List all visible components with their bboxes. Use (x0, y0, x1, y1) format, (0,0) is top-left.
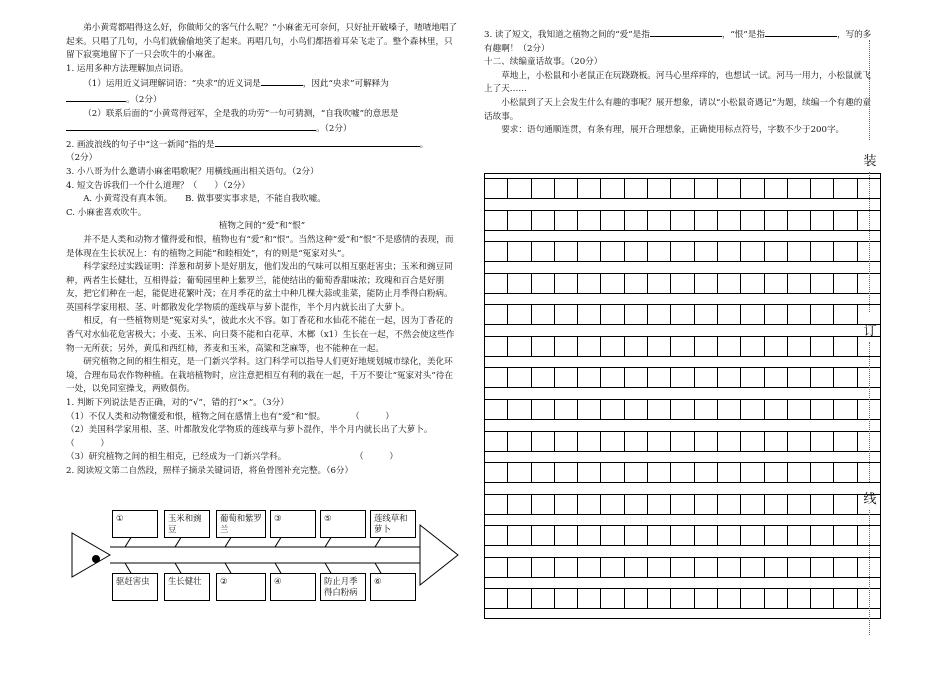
question-6: 2. 阅读短文第二自然段，照样子摘录关键词语，将鱼骨图补充完整。（6分） (66, 466, 354, 476)
grid-cell[interactable] (625, 368, 648, 387)
grid-cell[interactable] (508, 400, 531, 419)
fish-bottom-box-6[interactable]: ⑥ (370, 573, 416, 601)
grid-row (485, 525, 880, 546)
grid-cell[interactable] (741, 463, 764, 482)
grid-cell[interactable] (788, 305, 811, 324)
grid-cell[interactable] (578, 368, 601, 387)
grid-cell[interactable] (578, 558, 601, 577)
grid-cell[interactable] (671, 337, 694, 356)
grid-cell[interactable] (532, 495, 555, 514)
grid-cell[interactable] (625, 242, 648, 261)
grid-cell[interactable] (718, 337, 741, 356)
grid-cell[interactable] (695, 274, 718, 293)
grid-row (485, 241, 880, 262)
binding-line (862, 40, 878, 640)
grid-cell[interactable] (765, 179, 788, 198)
grid-cell[interactable] (532, 368, 555, 387)
grid-cell[interactable] (671, 305, 694, 324)
grid-cell[interactable] (765, 463, 788, 482)
grid-row (485, 178, 880, 199)
grid-cell[interactable] (648, 400, 671, 419)
grid-cell[interactable] (695, 432, 718, 451)
grid-cell[interactable] (718, 495, 741, 514)
fish-bottom-box-3[interactable]: ② (216, 573, 266, 601)
grid-cell[interactable] (718, 242, 741, 261)
grid-cell[interactable] (671, 179, 694, 198)
grid-cell[interactable] (718, 211, 741, 230)
grid-cell[interactable] (834, 242, 857, 261)
grid-cell[interactable] (718, 305, 741, 324)
grid-cell[interactable] (671, 432, 694, 451)
fish-bottom-box-1: 驱赶害虫 (112, 573, 158, 601)
grid-cell[interactable] (834, 463, 857, 482)
grid-cell[interactable] (648, 558, 671, 577)
grid-cell[interactable] (648, 463, 671, 482)
grid-cell[interactable] (741, 242, 764, 261)
binding-char-ding: 订 (863, 324, 877, 339)
grid-cell[interactable] (532, 211, 555, 230)
grid-cell[interactable] (485, 242, 508, 261)
grid-cell[interactable] (741, 337, 764, 356)
grid-cell[interactable] (671, 526, 694, 545)
grid-cell[interactable] (648, 242, 671, 261)
grid-cell[interactable] (834, 211, 857, 230)
grid-cell[interactable] (508, 495, 531, 514)
grid-cell[interactable] (601, 242, 624, 261)
right-column (484, 27, 879, 138)
grid-cell[interactable] (601, 337, 624, 356)
grid-cell[interactable] (532, 463, 555, 482)
grid-cell[interactable] (601, 495, 624, 514)
grid-cell[interactable] (532, 242, 555, 261)
grid-cell[interactable] (671, 368, 694, 387)
grid-cell[interactable] (788, 589, 811, 608)
grid-cell[interactable] (625, 495, 648, 514)
grid-row (485, 588, 880, 609)
grid-cell[interactable] (811, 274, 834, 293)
grid-cell[interactable] (625, 558, 648, 577)
fish-top-box-2: 玉米和豌豆 (164, 510, 210, 538)
grid-cell[interactable] (811, 558, 834, 577)
grid-cell[interactable] (555, 368, 578, 387)
grid-cell[interactable] (695, 368, 718, 387)
grid-cell[interactable] (555, 495, 578, 514)
grid-cell[interactable] (695, 305, 718, 324)
fish-bottom-box-2: 生长健壮 (164, 573, 210, 601)
story-ending-paragraph: 弟小黄莺都唱得这么好，你做师父的客气什么呢？”小麻雀无可奈何，只好扯开破嗓子，喳喳地唱了起来。只唱了几句，小鸟们就偷偷地笑了起来。再唱几句，小鸟们都捂着耳朵飞走了。整个森林里，只留下寂寞地留下了一只会吹牛的小麻雀。 (66, 23, 458, 61)
grid-cell[interactable] (765, 526, 788, 545)
grid-cell[interactable] (625, 526, 648, 545)
grid-cell[interactable] (578, 526, 601, 545)
grid-cell[interactable] (625, 274, 648, 293)
grid-cell[interactable] (485, 337, 508, 356)
grid-cell[interactable] (485, 558, 508, 577)
question-5-item-2: （2）美国科学家用根、茎、叶都散发化学物质的莲线草与萝卜混作，半个月内就长出了大萝卜。 （ ） (66, 425, 686, 449)
grid-cell[interactable] (508, 211, 531, 230)
passage-paragraph-4: 研究植物之间的相生相克，是一门新兴学科。这门科学可以指导人们更好地规划城市绿化，美化环境，合理布局农作物种植。在栽培植物时，应注意把相互有利的栽在一起，千万不要让“冤家对头”待在一处，以免同室操戈，两败俱伤。 (66, 357, 453, 395)
grid-cell[interactable] (532, 432, 555, 451)
grid-cell[interactable] (578, 432, 601, 451)
grid-cell[interactable] (788, 558, 811, 577)
grid-cell[interactable] (508, 589, 531, 608)
grid-cell[interactable] (485, 589, 508, 608)
grid-row (485, 494, 880, 515)
grid-cell[interactable] (695, 337, 718, 356)
grid-cell[interactable] (648, 337, 671, 356)
grid-cell[interactable] (625, 589, 648, 608)
grid-cell[interactable] (765, 558, 788, 577)
grid-cell[interactable] (788, 495, 811, 514)
answer-blank[interactable] (765, 27, 837, 37)
question-right-3: 3. 读了短文，我知道之植物之间的“爱”是指 ，“恨”是指 ，写的多有趣啊！（2分） (484, 27, 879, 56)
grid-cell[interactable] (555, 432, 578, 451)
grid-cell[interactable] (671, 242, 694, 261)
grid-cell[interactable] (648, 368, 671, 387)
question-4: 4. 短文告诉我们一个什么道理？（ ）（2分） (66, 180, 250, 191)
writing-grid[interactable] (484, 173, 881, 619)
grid-cell[interactable] (741, 211, 764, 230)
grid-row (485, 399, 880, 420)
question-4-options (66, 193, 458, 220)
fish-bottom-box-4[interactable]: ④ (270, 573, 316, 601)
grid-cell[interactable] (695, 179, 718, 198)
grid-cell[interactable] (508, 558, 531, 577)
question-5-item-1: （1）不仅人类和动物懂爱和恨，植物之间在感情上也有“爱”和“恨。 （ ） (66, 411, 395, 422)
grid-cell[interactable] (741, 368, 764, 387)
grid-cell[interactable] (601, 432, 624, 451)
grid-cell[interactable] (695, 495, 718, 514)
grid-cell[interactable] (532, 337, 555, 356)
answer-blank[interactable] (66, 121, 316, 131)
grid-cell[interactable] (834, 589, 857, 608)
grid-cell[interactable] (834, 179, 857, 198)
fish-top-box-5[interactable]: ⑤ (320, 510, 366, 538)
grid-cell[interactable] (578, 337, 601, 356)
passage-paragraph-3: 相反，有一些植物则是“冤家对头”，彼此水火不容。如丁香花和水仙花不能在一起，因为丁香花的香气对水仙花危害极大；小麦、玉米、向日葵不能和白花草、木榔（x1）生长在一起，不然会使这些作物一无所获；另外，黄瓜和西红柿，荞麦和玉米，高粱和芝麻等，也不能种在一起。 (66, 316, 455, 354)
grid-cell[interactable] (811, 526, 834, 545)
grid-cell[interactable] (485, 274, 508, 293)
grid-cell[interactable] (788, 432, 811, 451)
grid-cell[interactable] (555, 463, 578, 482)
answer-blank[interactable] (66, 92, 126, 102)
grid-cell[interactable] (834, 305, 857, 324)
grid-cell[interactable] (578, 400, 601, 419)
grid-cell[interactable] (811, 337, 834, 356)
binding-char-zhuang: 装 (863, 154, 877, 169)
grid-cell[interactable] (508, 305, 531, 324)
grid-cell[interactable] (741, 179, 764, 198)
grid-cell[interactable] (671, 589, 694, 608)
story-prompt-1: 草地上，小松鼠和小老鼠正在玩跷跷板。河马心里痒痒的，也想试一试。河马一用力，小松鼠就飞上了天…… (484, 70, 871, 95)
grid-cell[interactable] (811, 368, 834, 387)
grid-cell[interactable] (741, 432, 764, 451)
grid-cell[interactable] (834, 495, 857, 514)
fish-top-box-6: 莲线草和萝卜 (370, 510, 416, 538)
grid-cell[interactable] (695, 526, 718, 545)
grid-cell[interactable] (834, 558, 857, 577)
grid-cell[interactable] (555, 274, 578, 293)
grid-cell[interactable] (741, 274, 764, 293)
grid-cell[interactable] (671, 274, 694, 293)
grid-cell[interactable] (718, 463, 741, 482)
grid-row (485, 462, 880, 483)
grid-cell[interactable] (485, 463, 508, 482)
grid-cell[interactable] (765, 211, 788, 230)
fish-top-box-4[interactable]: ③ (270, 510, 316, 538)
passage-paragraph-2: 科学家经过实践证明：洋葱和胡萝卜是好朋友，他们发出的气味可以相互驱赶害虫；玉米和豌豆同种，两者生长健壮，互相得益；葡萄园里种上紫罗兰，能使结出的葡萄香甜味浓；玫瑰和百合是好朋友，把它们种在一起，能促进花繁叶茂；在月季花的盆土中种几棵大蒜或韭菜，能防止月季得白粉病。英国科学家用根、茎、叶都散发化学物质的莲线草与萝卜混作，半个月内就长出了大萝卜。 (66, 262, 453, 313)
grid-cell[interactable] (485, 305, 508, 324)
grid-cell[interactable] (532, 179, 555, 198)
grid-cell[interactable] (788, 463, 811, 482)
question-5-item-3: （3）研究植物之间的相生相克，已经成为一门新兴学科。 （ ） (66, 452, 399, 463)
grid-cell[interactable] (578, 211, 601, 230)
grid-row (485, 304, 880, 325)
grid-cell[interactable] (718, 274, 741, 293)
grid-cell[interactable] (555, 526, 578, 545)
grid-cell[interactable] (671, 463, 694, 482)
fishbone-diagram (70, 505, 460, 605)
answer-blank[interactable] (215, 137, 420, 147)
grid-cell[interactable] (508, 179, 531, 198)
grid-cell[interactable] (508, 526, 531, 545)
option-b: B. 做事要实事求是，不能自我吹嘘。 (185, 194, 326, 205)
story-requirements: 要求：语句通顺连贯，有条有理，展开合理想象，正确使用标点符号，字数不少于200字。 (501, 125, 845, 136)
grid-cell[interactable] (625, 432, 648, 451)
grid-cell[interactable] (601, 305, 624, 324)
grid-cell[interactable] (648, 526, 671, 545)
grid-cell[interactable] (485, 211, 508, 230)
grid-cell[interactable] (485, 179, 508, 198)
grid-cell[interactable] (532, 274, 555, 293)
binding-char-xian: 线 (863, 492, 877, 507)
question-1: 1. 运用多种方法理解加点词语。 (66, 63, 189, 74)
grid-cell[interactable] (508, 242, 531, 261)
fish-eye (92, 555, 100, 563)
grid-cell[interactable] (671, 400, 694, 419)
grid-cell[interactable] (788, 400, 811, 419)
grid-cell[interactable] (765, 400, 788, 419)
grid-cell[interactable] (578, 274, 601, 293)
grid-cell[interactable] (555, 589, 578, 608)
grid-cell[interactable] (765, 495, 788, 514)
grid-cell[interactable] (695, 463, 718, 482)
grid-cell[interactable] (695, 589, 718, 608)
story-prompt-2: 小松鼠到了天上会发生什么有趣的事呢？展开想象，请以“小松鼠奇遇记”为题，续编一个有趣的童话故事。 (484, 97, 871, 122)
grid-row (485, 336, 880, 357)
grid-cell[interactable] (625, 179, 648, 198)
grid-cell[interactable] (578, 179, 601, 198)
passage-paragraph-1: 并不是人类和动物才懂得爱和恨，植物也有“爱”和“恨”。当然这种“爱”和“恨”不是感情的表现，而是体现在生长状况上：有的植物之间能“和睦相处”，有的则是“冤家对头”。 (66, 234, 454, 259)
grid-cell[interactable] (532, 305, 555, 324)
grid-cell[interactable] (601, 526, 624, 545)
grid-cell[interactable] (508, 368, 531, 387)
grid-cell[interactable] (788, 337, 811, 356)
grid-cell[interactable] (834, 400, 857, 419)
answer-blank[interactable] (261, 76, 303, 86)
passage-title: 植物之间的“爱”和“恨” (218, 221, 306, 232)
grid-cell[interactable] (788, 368, 811, 387)
grid-cell[interactable] (485, 432, 508, 451)
grid-cell[interactable] (601, 368, 624, 387)
grid-cell[interactable] (578, 305, 601, 324)
grid-cell[interactable] (788, 526, 811, 545)
grid-cell[interactable] (601, 274, 624, 293)
grid-cell[interactable] (834, 337, 857, 356)
fish-head (420, 525, 458, 585)
grid-cell[interactable] (648, 589, 671, 608)
grid-cell[interactable] (648, 495, 671, 514)
grid-cell[interactable] (811, 242, 834, 261)
grid-cell[interactable] (765, 589, 788, 608)
grid-cell[interactable] (601, 400, 624, 419)
question-5: 1. 判断下列说法是否正确，对的“√”，错的打“×”。（3分） (66, 398, 289, 409)
grid-cell[interactable] (625, 400, 648, 419)
grid-cell[interactable] (508, 337, 531, 356)
grid-cell[interactable] (508, 274, 531, 293)
grid-cell[interactable] (648, 179, 671, 198)
grid-cell[interactable] (811, 589, 834, 608)
grid-cell[interactable] (811, 305, 834, 324)
fish-top-box-1[interactable]: ① (112, 510, 158, 538)
grid-cell[interactable] (788, 211, 811, 230)
grid-cell[interactable] (625, 305, 648, 324)
grid-cell[interactable] (695, 400, 718, 419)
grid-cell[interactable] (788, 274, 811, 293)
grid-cell[interactable] (555, 305, 578, 324)
grid-cell[interactable] (741, 305, 764, 324)
grid-cell[interactable] (625, 463, 648, 482)
grid-cell[interactable] (718, 526, 741, 545)
grid-cell[interactable] (741, 589, 764, 608)
fish-bottom-box-5: 防止月季得白粉病 (320, 573, 366, 601)
grid-row (485, 273, 880, 294)
grid-cell[interactable] (811, 179, 834, 198)
grid-cell[interactable] (811, 463, 834, 482)
grid-cell[interactable] (834, 368, 857, 387)
grid-cell[interactable] (811, 432, 834, 451)
grid-cell[interactable] (765, 337, 788, 356)
grid-cell[interactable] (788, 179, 811, 198)
grid-cell[interactable] (834, 274, 857, 293)
grid-cell[interactable] (555, 211, 578, 230)
grid-row (485, 557, 880, 578)
grid-cell[interactable] (695, 558, 718, 577)
grid-cell[interactable] (765, 368, 788, 387)
question-3: 3. 小八哥为什么邀请小麻雀唱歌呢？用横线画出相关语句。（2分） (66, 166, 319, 177)
grid-cell[interactable] (811, 211, 834, 230)
grid-cell[interactable] (508, 463, 531, 482)
grid-cell[interactable] (695, 211, 718, 230)
grid-cell[interactable] (834, 526, 857, 545)
grid-cell[interactable] (601, 558, 624, 577)
grid-cell[interactable] (485, 495, 508, 514)
grid-cell[interactable] (555, 179, 578, 198)
grid-cell[interactable] (765, 242, 788, 261)
grid-cell[interactable] (718, 179, 741, 198)
grid-cell[interactable] (671, 495, 694, 514)
grid-cell[interactable] (485, 368, 508, 387)
grid-cell[interactable] (578, 589, 601, 608)
grid-cell[interactable] (532, 400, 555, 419)
grid-cell[interactable] (555, 400, 578, 419)
grid-cell[interactable] (718, 589, 741, 608)
grid-cell[interactable] (718, 400, 741, 419)
grid-cell[interactable] (765, 432, 788, 451)
question-1-2: （2）联系后面的“小黄莺得冠军，全是我的功劳”一句可猜测，“自我吹嘘”的意思是。（2分） (66, 108, 458, 137)
grid-cell[interactable] (625, 211, 648, 230)
grid-cell[interactable] (508, 432, 531, 451)
grid-cell[interactable] (718, 558, 741, 577)
fish-top-box-3: 葡萄和紫罗兰 (216, 510, 266, 538)
grid-cell[interactable] (741, 526, 764, 545)
grid-row (485, 367, 880, 388)
grid-cell[interactable] (695, 242, 718, 261)
option-c: C. 小麻雀喜欢吹牛。 (66, 207, 147, 218)
grid-cell[interactable] (578, 463, 601, 482)
grid-cell[interactable] (625, 337, 648, 356)
grid-cell[interactable] (671, 558, 694, 577)
grid-cell[interactable] (811, 400, 834, 419)
grid-cell[interactable] (601, 463, 624, 482)
grid-cell[interactable] (718, 368, 741, 387)
answer-blank[interactable] (650, 27, 722, 37)
grid-cell[interactable] (555, 558, 578, 577)
grid-cell[interactable] (648, 305, 671, 324)
grid-cell[interactable] (532, 526, 555, 545)
grid-cell[interactable] (601, 179, 624, 198)
grid-cell[interactable] (578, 242, 601, 261)
grid-cell[interactable] (765, 274, 788, 293)
grid-cell[interactable] (765, 305, 788, 324)
option-a: A. 小黄莺没有真本领。 (83, 194, 168, 205)
fish-tail (72, 533, 110, 577)
grid-cell[interactable] (788, 242, 811, 261)
grid-cell[interactable] (811, 495, 834, 514)
grid-cell[interactable] (648, 274, 671, 293)
grid-cell[interactable] (532, 558, 555, 577)
grid-cell[interactable] (741, 495, 764, 514)
grid-cell[interactable] (532, 589, 555, 608)
grid-cell[interactable] (648, 432, 671, 451)
grid-cell[interactable] (601, 589, 624, 608)
grid-cell[interactable] (718, 432, 741, 451)
grid-cell[interactable] (485, 526, 508, 545)
grid-row (485, 210, 880, 231)
grid-cell[interactable] (578, 495, 601, 514)
grid-cell[interactable] (671, 211, 694, 230)
question-2: 2. 画波浪线的句子中“这一新闻”指的是 。 （2分） (66, 137, 458, 166)
section-12-heading: 十二、续编童话故事。（20分） (484, 57, 603, 68)
grid-cell[interactable] (555, 242, 578, 261)
question-1-1: （1）运用近义词理解词语：“央求”的近义词是 ，因此“央求”可解释为 。（2分） (66, 76, 458, 107)
grid-cell[interactable] (485, 400, 508, 419)
grid-cell[interactable] (601, 211, 624, 230)
grid-cell[interactable] (741, 558, 764, 577)
grid-cell[interactable] (834, 432, 857, 451)
grid-row (485, 431, 880, 452)
grid-cell[interactable] (648, 211, 671, 230)
grid-cell[interactable] (741, 400, 764, 419)
grid-cell[interactable] (555, 337, 578, 356)
